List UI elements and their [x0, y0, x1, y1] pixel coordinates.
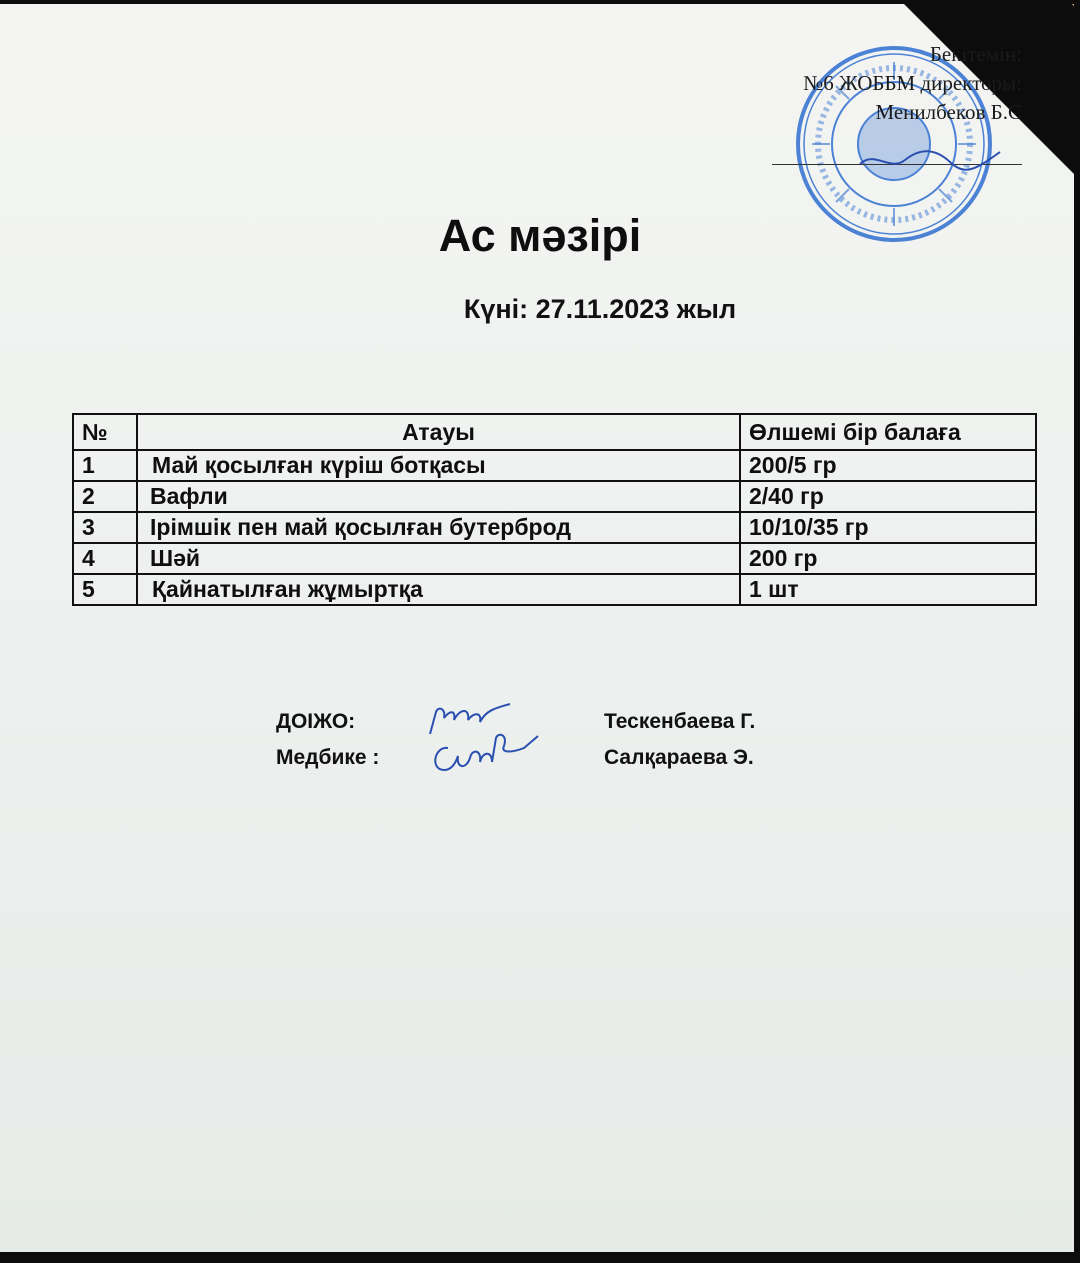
dish-portion: 2/40 гр	[740, 481, 1036, 512]
row-number: 2	[73, 481, 137, 512]
signature-name: Салқараева Э.	[604, 746, 754, 769]
approval-label: Бекітемін:	[929, 42, 1022, 66]
row-number: 4	[73, 543, 137, 574]
dish-portion: 200 гр	[740, 543, 1036, 574]
table-row	[73, 450, 1036, 481]
dish-portion: 10/10/35 гр	[740, 512, 1036, 543]
table-row	[73, 481, 1036, 512]
signature-row	[276, 710, 816, 746]
row-number: 5	[73, 574, 137, 605]
row-number: 3	[73, 512, 137, 543]
dish-name: Май қосылған күріш ботқасы	[137, 450, 740, 481]
approval-position: №6 ЖОББМ директоры:	[803, 71, 1022, 95]
table-row	[73, 512, 1036, 543]
header-portion: Өлшемі бір балаға	[740, 414, 1036, 450]
table-row	[73, 543, 1036, 574]
menu-date: Күні: 27.11.2023 жыл	[463, 294, 737, 324]
approval-block	[803, 40, 1022, 127]
approval-director-name: Менилбеков Б.С	[875, 100, 1022, 124]
row-number: 1	[73, 450, 137, 481]
handwritten-signature	[426, 728, 546, 780]
signature-name: Тескенбаева Г.	[604, 710, 756, 733]
dish-portion: 1 шт	[740, 574, 1036, 605]
dish-name: Шәй	[137, 543, 740, 574]
table-row	[73, 574, 1036, 605]
header-number: №	[73, 414, 137, 450]
page-title: Ас мәзірі	[438, 210, 642, 261]
signatures-block	[276, 710, 816, 782]
signature-role: Медбике :	[276, 746, 380, 769]
dish-name: Вафли	[137, 481, 740, 512]
table-header-row	[73, 414, 1036, 450]
document-page	[0, 4, 1074, 1252]
dish-name: Ірімшік пен май қосылған бутерброд	[137, 512, 740, 543]
header-name: Атауы	[137, 414, 740, 450]
dish-portion: 200/5 гр	[740, 450, 1036, 481]
signature-row	[276, 746, 816, 782]
dish-name: Қайнатылған жұмыртқа	[137, 574, 740, 605]
signature-role: ДОІЖО:	[276, 710, 356, 733]
director-signature	[855, 142, 1005, 176]
menu-table	[72, 413, 1037, 606]
